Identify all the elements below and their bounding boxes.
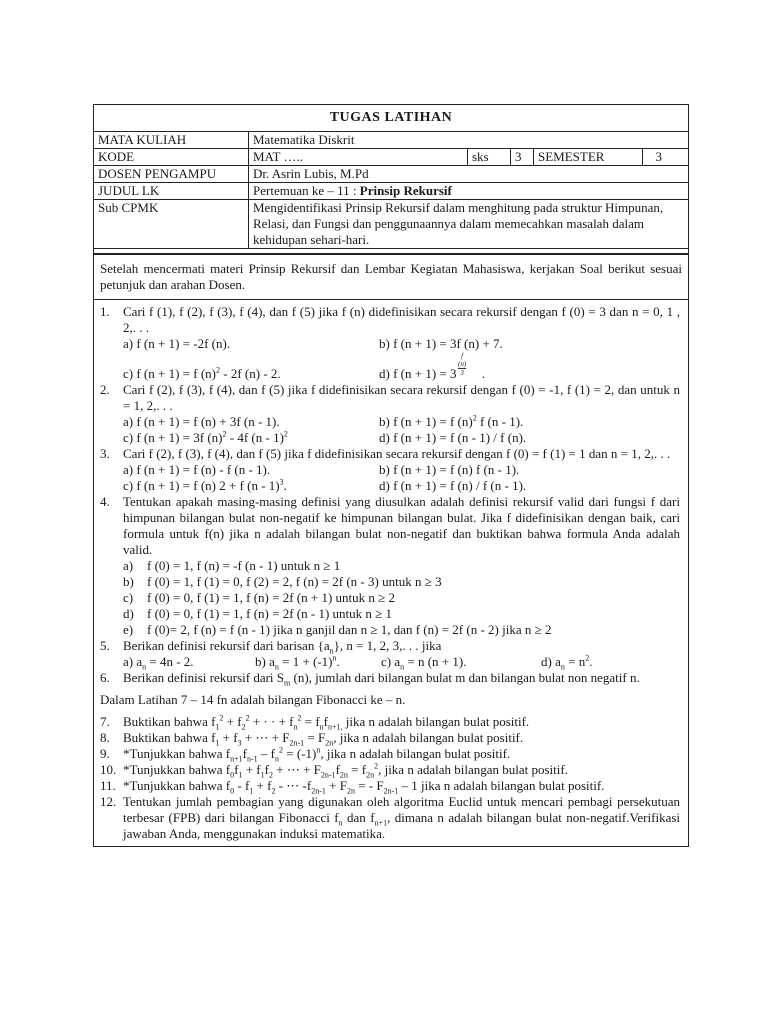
option-row bbox=[123, 654, 680, 670]
question-text: Tentukan jumlah pembagian yang digunakan oleh algoritma Euclid untuk mencari pembagi persekutuan terbesar (FPB) dari bilangan Fibonacci $f_n$ dan $f_{n+1}$, dimana n adalah bilangan bulat non-negatif.Verifikasi jawaban Anda, menggunakan induksi matematika. bbox=[123, 794, 681, 841]
questions bbox=[94, 300, 688, 846]
sub-item-label: d) bbox=[123, 606, 134, 621]
info-table bbox=[94, 132, 688, 249]
question-number: 5. bbox=[100, 638, 110, 653]
subscript: n bbox=[142, 662, 147, 672]
option-d bbox=[541, 654, 592, 670]
option-b: b) f (n + 1) = f (n) f (n - 1). bbox=[379, 462, 520, 477]
subscript: m bbox=[284, 678, 291, 688]
option-d-text: d) a bbox=[541, 654, 561, 669]
subscript: n bbox=[274, 662, 279, 672]
question-text: *Tunjukkan bahwa $f_0f_1 + f_1f_2$ + ⋯ + $F_{2n-1}f_{2n} = f_{2n}^2$, jika n adalah bilangan bulat positif. bbox=[123, 761, 568, 780]
sub-item-label: a) bbox=[123, 558, 134, 573]
dosen-value: Dr. Asrin Lubis, M.Pd bbox=[249, 166, 689, 183]
exponent: 2 bbox=[283, 429, 288, 439]
option-d bbox=[379, 352, 635, 382]
judul-topic: Prinsip Rekursif bbox=[359, 183, 452, 198]
option-c-text: c) f (n + 1) = 3f (n) bbox=[123, 430, 223, 445]
option-b-text: b) f (n + 1) = f (n) bbox=[379, 414, 473, 429]
question-number: 6. bbox=[100, 670, 110, 685]
question-6 bbox=[100, 670, 680, 686]
question-4 bbox=[100, 494, 680, 638]
sub-item-text: f (0)= 2, f (n) = f (n - 1) jika n ganjil dan n ≥ 1, dan f (n) = 2f (n - 2) jika n ≥ 2 bbox=[147, 622, 552, 637]
question-text: Buktikan bahwa $f_1 + f_3$ + ⋯ + $F_{2n-1} = F_{2n}$, jika n adalah bilangan bulat positif. bbox=[123, 730, 524, 748]
question-text-start: Berikan definisi rekursif dari barisan {a bbox=[123, 638, 330, 653]
question-text-start: Berikan definisi rekursif dari S bbox=[123, 670, 285, 685]
option-a: a) f (n + 1) = -2f (n). bbox=[123, 336, 231, 351]
subscript: n bbox=[329, 646, 334, 656]
info-row-judul bbox=[94, 183, 688, 200]
question-8 bbox=[100, 730, 680, 746]
option-a: a) f (n + 1) = f (n) - f (n - 1). bbox=[123, 462, 271, 477]
exponent: 3 bbox=[279, 477, 284, 487]
option-c-mid: - 4f (n - 1) bbox=[226, 430, 284, 445]
sub-item-text: f (0) = 0, f (1) = 1, f (n) = 2f (n + 1) untuk n ≥ 2 bbox=[147, 590, 396, 605]
question-number: 12. bbox=[100, 794, 117, 809]
question-body bbox=[123, 304, 680, 382]
semester-value: 3 bbox=[643, 149, 689, 166]
option-row bbox=[123, 430, 680, 446]
question-number: 4. bbox=[100, 494, 110, 509]
question-text: Tentukan apakah masing-masing definisi yang diusulkan adalah definisi rekursif valid dari fungsi f dari himpunan bilangan bulat non-negatif ke himpunan bilangan bulat. Jika f didefinisikan dengan baik, cari formula untuk f(n) jika n adalah bilangan bulat non-negatif dan buktikan bahwa formula Anda adalah valid. bbox=[123, 494, 680, 557]
fraction-denominator: 3 bbox=[458, 368, 466, 377]
dosen-label: DOSEN PENGAMPU bbox=[94, 166, 249, 183]
instructions: Setelah mencermati materi Prinsip Rekursif dan Lembar Kegiatan Mahasiswa, kerjakan Soal berikut sesuai petunjuk dan arahan Dosen. bbox=[94, 254, 688, 300]
option-c-rest: - 2f (n) - 2. bbox=[220, 366, 281, 381]
fibonacci-note: Dalam Latihan 7 – 14 fn adalah bilangan Fibonacci ke – n. bbox=[100, 692, 406, 707]
sub-item bbox=[123, 590, 680, 606]
mata-kuliah-value: Matematika Diskrit bbox=[249, 132, 689, 149]
option-a bbox=[123, 654, 255, 670]
question-1 bbox=[100, 304, 680, 382]
sks-value: 3 bbox=[511, 149, 534, 166]
option-row bbox=[123, 352, 680, 382]
exponent: n bbox=[332, 653, 337, 663]
question-text: Cari f (2), f (3), f (4), dan f (5) jika f didefinisikan secara rekursif dengan f (0) = -1, f (1) = 2, dan untuk n = 1, 2,. . . bbox=[123, 382, 680, 413]
option-row bbox=[123, 462, 680, 478]
question-text bbox=[123, 670, 680, 686]
fraction-numerator: f (n) bbox=[457, 352, 467, 368]
option-c bbox=[123, 366, 379, 382]
question-body bbox=[123, 494, 680, 638]
question-text-end: (n), jumlah dari bilangan bulat m dan bilangan bulat non negatif n. bbox=[290, 670, 640, 685]
option-b bbox=[379, 414, 635, 430]
option-row bbox=[123, 414, 680, 430]
option-a: a) f (n + 1) = f (n) + 3f (n - 1). bbox=[123, 414, 280, 429]
option-c bbox=[123, 478, 379, 494]
option-row bbox=[123, 478, 680, 494]
option-d: d) f (n + 1) = f (n) / f (n - 1). bbox=[379, 478, 527, 493]
option-b-mid: = 1 + (-1) bbox=[282, 654, 333, 669]
sub-item-label: b) bbox=[123, 574, 134, 589]
option-b-rest: . bbox=[336, 654, 340, 669]
judul-label: JUDUL LK bbox=[94, 183, 249, 200]
option-a-rest: = 4n - 2. bbox=[149, 654, 194, 669]
exponent: 2 bbox=[222, 429, 227, 439]
option-d-rest: . bbox=[478, 366, 485, 381]
option-c-rest: = n (n + 1). bbox=[407, 654, 467, 669]
kode-value: MAT ….. bbox=[249, 149, 468, 166]
exponent: 2 bbox=[216, 365, 220, 375]
sub-item-text: f (0) = 0, f (1) = 1, f (n) = 2f (n - 1) untuk n ≥ 1 bbox=[147, 606, 393, 621]
cpmk-value: Mengidentifikasi Prinsip Rekursif dalam menghitung pada struktur Himpunan, Relasi, dan Fungsi dan penggunaannya dalam memecahkan masalah dalam kehidupan sehari-hari. bbox=[249, 200, 689, 249]
info-row-dosen bbox=[94, 166, 688, 183]
sub-item-text: f (0) = 1, f (1) = 0, f (2) = 2, f (n) = 2f (n - 3) untuk n ≥ 3 bbox=[147, 574, 442, 589]
option-c-text: c) a bbox=[381, 654, 401, 669]
info-row-mata-kuliah bbox=[94, 132, 688, 149]
judul-prefix: Pertemuan ke – 11 : bbox=[253, 183, 360, 198]
question-text: Buktikan bahwa $f_1^2 + f_2^2$ + · · + $f_n^2 = f_nf_{n+1,}$ jika n adalah bilangan bulat positif. bbox=[123, 713, 530, 732]
option-d-mid: = n bbox=[568, 654, 586, 669]
question-3 bbox=[100, 446, 680, 494]
option-b bbox=[255, 654, 381, 670]
option-c-text: c) f (n + 1) = f (n) 2 + f (n - 1) bbox=[123, 478, 280, 493]
question-11 bbox=[100, 778, 680, 794]
question-7 bbox=[100, 714, 680, 730]
sub-item bbox=[123, 574, 680, 590]
option-b-text: b) a bbox=[255, 654, 275, 669]
exponent: 2 bbox=[585, 653, 590, 663]
sub-item-text: f (0) = 1, f (n) = -f (n - 1) untuk n ≥ 1 bbox=[147, 558, 341, 573]
subscript: n bbox=[400, 662, 405, 672]
question-number: 8. bbox=[100, 730, 110, 745]
mata-kuliah-label: MATA KULIAH bbox=[94, 132, 249, 149]
question-10 bbox=[100, 762, 680, 778]
question-12 bbox=[100, 794, 680, 842]
option-row bbox=[123, 336, 680, 352]
question-body bbox=[123, 446, 680, 494]
subscript: n bbox=[560, 662, 565, 672]
option-b: b) f (n + 1) = 3f (n) + 7. bbox=[379, 336, 503, 351]
sub-item bbox=[123, 622, 680, 638]
question-number: 3. bbox=[100, 446, 110, 461]
sheet-title: TUGAS LATIHAN bbox=[94, 105, 688, 132]
question-text bbox=[123, 638, 680, 654]
fraction-exponent bbox=[458, 352, 466, 377]
question-text: *Tunjukkan bahwa $f_{n+1}f_{n-1} - f_n^2 = (-1)^n$, jika n adalah bilangan bulat positif. bbox=[123, 745, 511, 764]
option-c bbox=[381, 654, 541, 670]
question-body bbox=[123, 638, 680, 670]
exponent: 2 bbox=[472, 413, 477, 423]
semester-label: SEMESTER bbox=[534, 149, 643, 166]
option-a-text: a) a bbox=[123, 654, 143, 669]
option-d-rest: . bbox=[589, 654, 593, 669]
kode-label: KODE bbox=[94, 149, 249, 166]
question-number: 9. bbox=[100, 746, 110, 761]
power-expression bbox=[449, 352, 467, 382]
question-text: *Tunjukkan bahwa $f_0 - f_1 + f_2$ - ⋯ $-f_{2n-1} + F_{2n}$ = - $F_{2n-1} - 1$ jika n adalah bilangan bulat positif. bbox=[123, 778, 605, 796]
question-number: 7. bbox=[100, 714, 110, 729]
option-d: d) f (n + 1) = f (n - 1) / f (n). bbox=[379, 430, 527, 445]
option-d-text: d) f (n + 1) = bbox=[379, 366, 450, 381]
sub-item bbox=[123, 606, 680, 622]
question-9 bbox=[100, 746, 680, 762]
cpmk-label: Sub CPMK bbox=[94, 200, 249, 249]
question-text: Cari f (2), f (3), f (4), dan f (5) jika f didefinisikan secara rekursif dengan f (0) = f (1) = 1 dan n = 1, 2,. . . bbox=[123, 446, 671, 461]
assignment-sheet bbox=[93, 104, 689, 847]
sub-item-label: c) bbox=[123, 590, 134, 605]
option-c-text: c) f (n + 1) = f (n) bbox=[123, 366, 216, 381]
option-c-rest: . bbox=[283, 478, 287, 493]
question-number: 10. bbox=[100, 762, 117, 777]
sub-item-label: e) bbox=[123, 622, 134, 637]
question-number: 1. bbox=[100, 304, 110, 319]
info-row-kode bbox=[94, 149, 688, 166]
question-number: 2. bbox=[100, 382, 110, 397]
judul-value bbox=[249, 183, 689, 200]
sks-label: sks bbox=[468, 149, 511, 166]
info-row-cpmk bbox=[94, 200, 688, 249]
question-text: Cari f (1), f (2), f (3), f (4), dan f (5) jika f (n) didefinisikan secara rekursif dengan f (0) = 3 dan n = 0, 1 , 2,. . . bbox=[123, 304, 680, 335]
option-b-rest: f (n - 1). bbox=[476, 414, 524, 429]
question-body bbox=[123, 382, 680, 446]
question-text-end: }, n = 1, 2, 3,. . . jika bbox=[333, 638, 442, 653]
question-number: 11. bbox=[100, 778, 116, 793]
power-base: 3 bbox=[449, 366, 457, 381]
sub-item bbox=[123, 558, 680, 574]
question-5 bbox=[100, 638, 680, 670]
option-c bbox=[123, 430, 379, 446]
question-2 bbox=[100, 382, 680, 446]
